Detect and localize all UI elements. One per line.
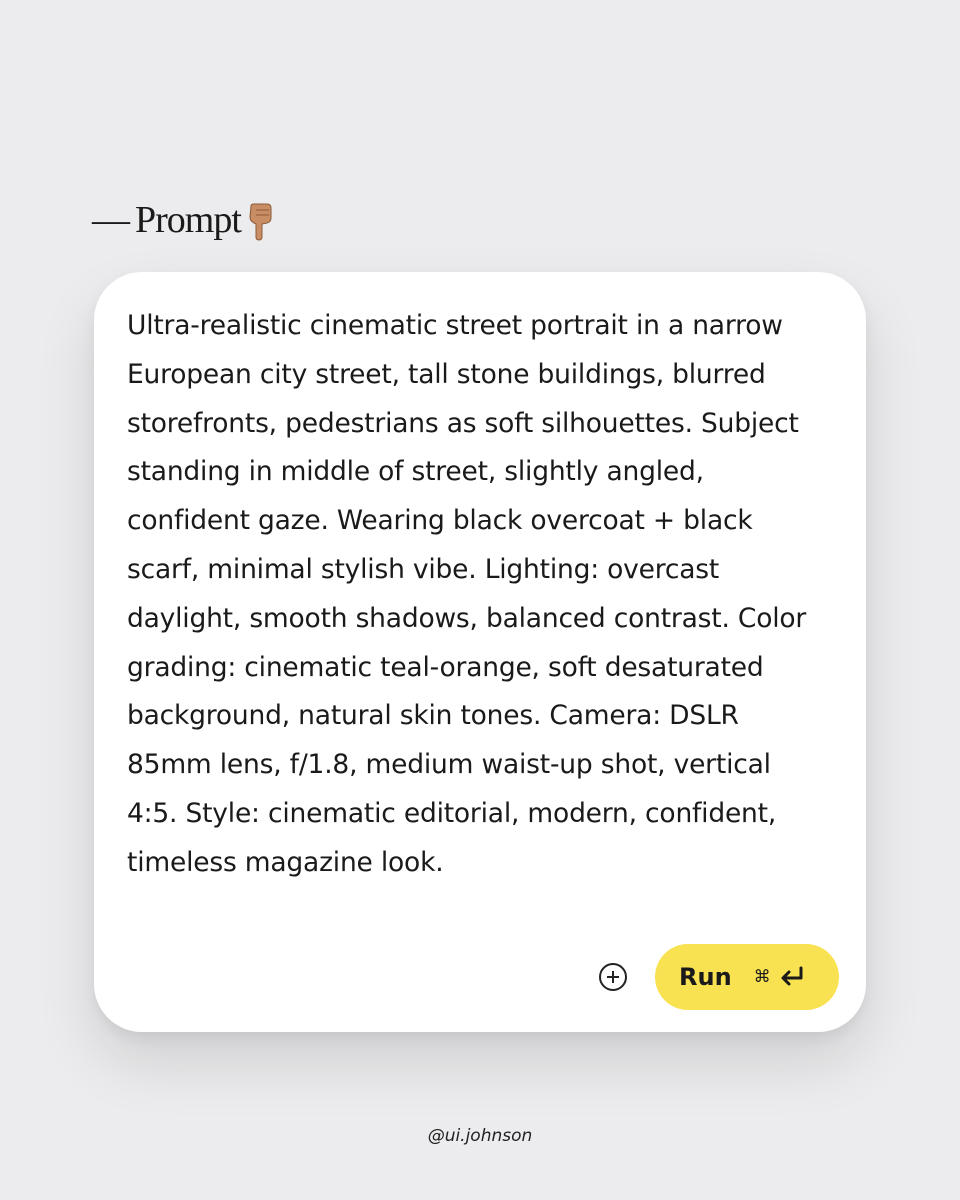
enter-icon xyxy=(777,965,805,989)
pointing-down-hand-icon xyxy=(245,202,275,242)
heading-dash: — xyxy=(92,199,129,241)
prompt-text[interactable]: Ultra-realistic cinematic street portrait in a narrow European city street, tall stone buildings, blurred storefronts, pedestrians as soft silhouettes. Subject standing in middle of street, slightly angled, confident gaze. Wearing black overcoat + black scarf, minimal stylish vibe. Lighting: overcast daylight, smooth shadows, balanced contrast. Color grading: cinematic teal-orange, soft desaturated background, natural skin tones. Camera: DSLR 85mm lens, f/1.8, medium waist-up shot, vertical 4:5. Style: cinematic editorial, modern, confident, timeless magazine look. xyxy=(127,310,807,878)
prompt-card xyxy=(94,272,866,1032)
prompt-heading xyxy=(92,196,275,244)
run-label: Run xyxy=(679,963,732,991)
plus-circle-icon xyxy=(606,970,620,984)
run-button[interactable] xyxy=(655,944,839,1010)
add-button[interactable] xyxy=(599,963,627,991)
command-key-icon: ⌘ xyxy=(753,967,771,987)
author-handle: @ui.johnson xyxy=(427,1126,533,1146)
heading-title: Prompt xyxy=(135,199,241,241)
